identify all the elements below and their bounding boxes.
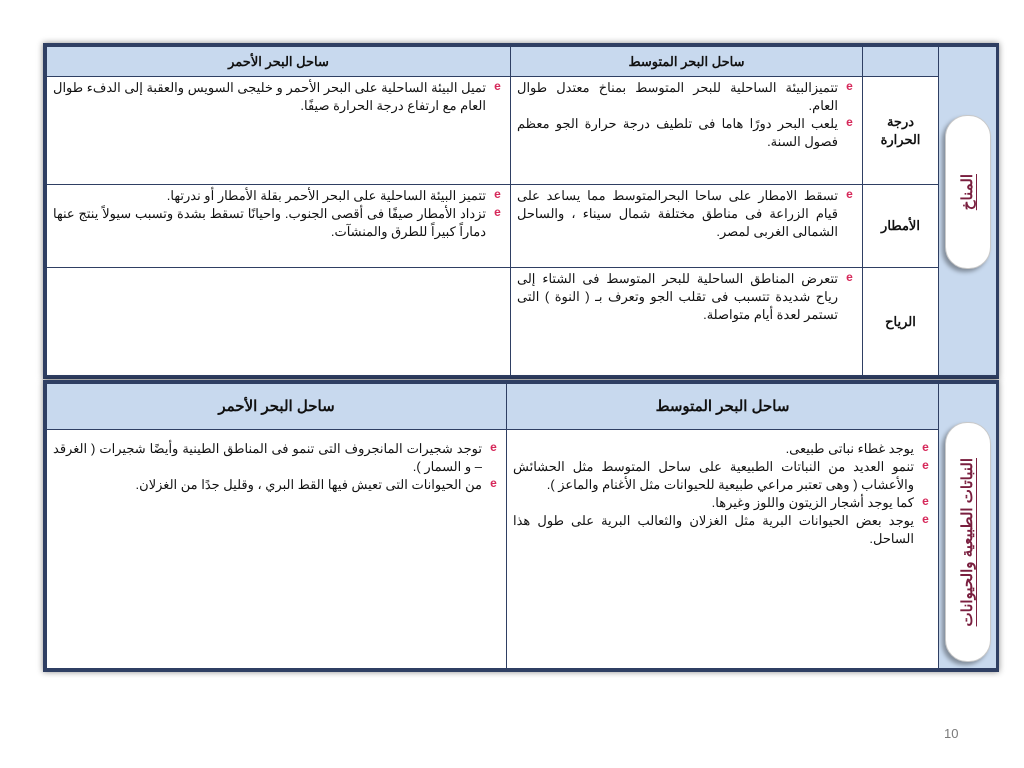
list-item: e من الحيوانات التى تعيش فيها القط البري ، وقليل جدًا من الغزلان. — [53, 476, 500, 494]
row-label-wind: الرياح — [863, 268, 939, 376]
row-label-rain: الأمطار — [863, 185, 939, 268]
climate-side-cell — [939, 47, 997, 376]
bullet-icon: e — [922, 440, 929, 454]
bullet-icon: e — [846, 115, 853, 130]
list-item: e تتعرض المناطق الساحلية للبحر المتوسط فى الشتاء إلى رياح شديدة تتسبب فى تقلب الجو وتعرف بـ ( النوة ) التى تستمر لعدة أيام متواصلة. — [517, 270, 856, 324]
climate-table — [46, 46, 997, 376]
list-item: e تسقط الامطار على ساحا البحرالمتوسط مما يساعد على قيام الزراعة فى مناطق مختلفة شمال سيناء ، والساحل الشمالى الغربى لمصر. — [517, 187, 856, 241]
page-number: 10 — [944, 726, 959, 741]
list-item: e تتميز البيئة الساحلية على البحر الأحمر بقلة الأمطار أو ندرتها. — [53, 187, 504, 205]
temperature-red-sea-cell — [47, 77, 511, 185]
bullet-icon: e — [490, 440, 497, 454]
plants-header-mediterranean: ساحل البحر المتوسط — [507, 384, 939, 430]
list-item: e تنمو العديد من النباتات الطبيعية على ساحل المتوسط مثل الحشائش والأعشاب ( وهى تعتبر مراعي طبيعية للحيوانات مثل الأغنام والماعز ). — [513, 458, 932, 494]
bullet-icon: e — [922, 458, 929, 472]
climate-side-label: المناخ — [958, 173, 976, 211]
bullet-icon: e — [494, 79, 501, 94]
list-item: e توجد شجيرات المانجروف التى تنمو فى المناطق الطينية وأيضًا شجيرات ( الغرقد – و السمار ). — [53, 440, 500, 476]
plants-mediterranean-cell — [507, 430, 939, 669]
plants-red-sea-cell — [47, 430, 507, 669]
bullet-icon: e — [922, 494, 929, 508]
climate-row-temperature — [47, 77, 997, 185]
climate-header-mediterranean: ساحل البحر المتوسط — [511, 47, 863, 77]
bullet-icon: e — [494, 205, 501, 220]
list-item: e كما يوجد أشجار الزيتون واللوز وغيرها. — [513, 494, 932, 512]
bullet-icon: e — [922, 512, 929, 526]
wind-red-sea-cell — [47, 268, 511, 376]
plants-side-cell — [939, 384, 997, 669]
temperature-mediterranean-cell — [511, 77, 863, 185]
row-label-temperature: درجة الحرارة — [863, 77, 939, 185]
bullet-icon: e — [846, 270, 853, 285]
plants-header-red-sea: ساحل البحر الأحمر — [47, 384, 507, 430]
bullet-icon: e — [494, 187, 501, 202]
list-item: e يلعب البحر دورًا هاما فى تلطيف درجة حرارة الجو معظم فصول السنة. — [517, 115, 856, 151]
list-item: e تميل البيئة الساحلية على البحر الأحمر و خليجى السويس والعقبة إلى الدفء طوال العام مع ارتفاع درجة الحرارة صيفًا. — [53, 79, 504, 115]
list-item: e يوجد غطاء نباتى طبيعى. — [513, 440, 932, 458]
climate-row-rain — [47, 185, 997, 268]
wind-mediterranean-cell — [511, 268, 863, 376]
climate-table-panel — [43, 43, 999, 379]
rain-mediterranean-cell — [511, 185, 863, 268]
plants-side-pill — [945, 422, 991, 662]
rain-red-sea-cell — [47, 185, 511, 268]
plants-side-label: النباتات الطبيعية والحيوانات — [958, 457, 976, 627]
bullet-icon: e — [490, 476, 497, 490]
plants-row — [47, 430, 997, 669]
climate-side-pill — [945, 115, 991, 269]
bullet-icon: e — [846, 79, 853, 94]
plants-table-panel — [43, 380, 999, 672]
climate-row-wind — [47, 268, 997, 376]
list-item: e تزداد الأمطار صيفًا فى أقصى الجنوب. واحيانًا تسقط بشدة وتسبب سيولاً ينتج عنها دماراً كبيراً للطرق والمنشآت. — [53, 205, 504, 241]
climate-header-red-sea: ساحل البحر الأحمر — [47, 47, 511, 77]
list-item: e يوجد بعض الحيوانات البرية مثل الغزلان والثعالب البرية على طول هذا الساحل. — [513, 512, 932, 548]
bullet-icon: e — [846, 187, 853, 202]
list-item: e تتميزالبيئة الساحلية للبحر المتوسط بمناخ معتدل طوال العام. — [517, 79, 856, 115]
climate-corner-cell — [863, 47, 939, 77]
plants-table — [46, 383, 997, 669]
